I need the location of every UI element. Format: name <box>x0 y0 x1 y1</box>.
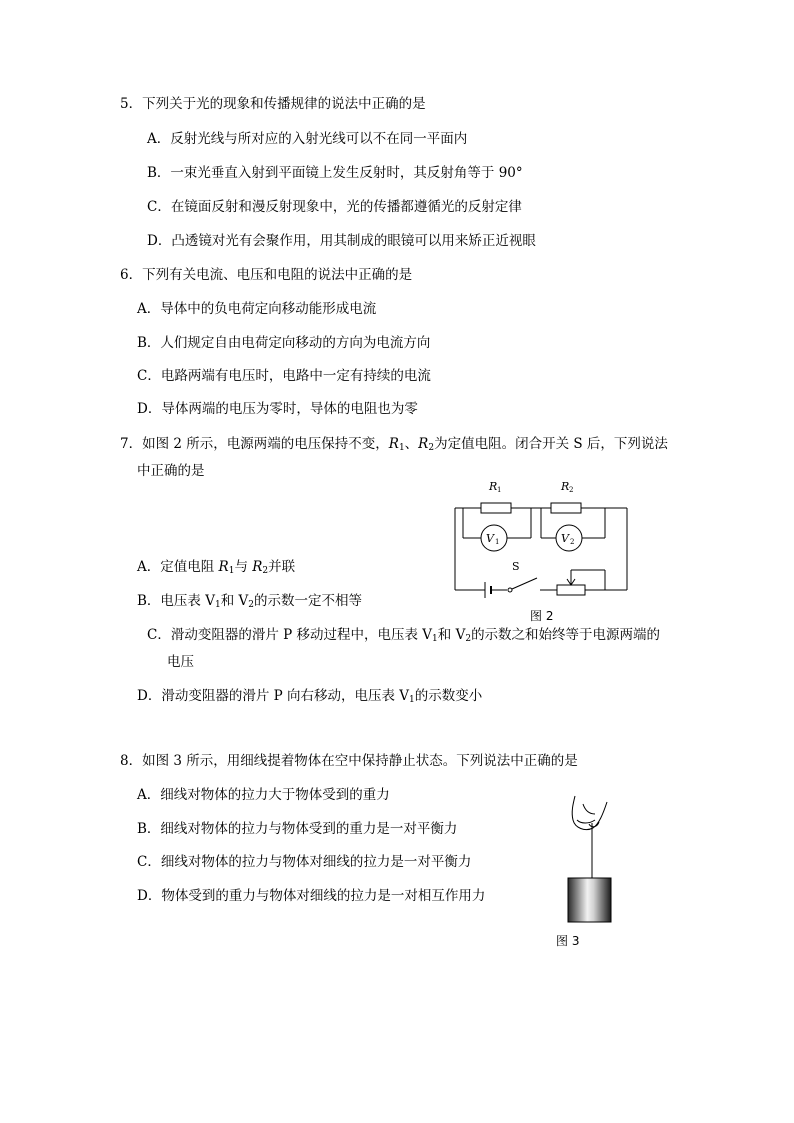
q6-option-c: C．电路两端有电压时，电路中一定有持续的电流 <box>137 368 431 384</box>
q6-option-d: D．导体两端的电压为零时，导体的电阻也为零 <box>137 401 418 417</box>
label-r1: R <box>489 480 498 493</box>
label-v1: V <box>486 532 494 545</box>
q8-option-c: C．细线对物体的拉力与物体对细线的拉力是一对平衡力 <box>137 854 472 870</box>
block <box>568 878 611 922</box>
resistor-r1 <box>481 503 511 513</box>
q7-option-a: A．定值电阻 $R_1$与 $R_2$并联 <box>137 559 296 576</box>
q5-option-c: C．在镜面反射和漫反射现象中，光的传播都遵循光的反射定律 <box>147 199 522 215</box>
q8-option-b: B．细线对物体的拉力与物体受到的重力是一对平衡力 <box>137 821 458 837</box>
q8-stem: 8．如图 3 所示，用细线提着物体在空中保持静止状态。下列说法中正确的是 <box>120 753 578 769</box>
q7-option-c: C．滑动变阻器的滑片 P 移动过程中，电压表 $V_1$和 $V_2$的示数之和始终等于电源两端的 <box>147 627 661 644</box>
q7-option-b: B．电压表 $V_1$和 $V_2$的示数一定不相等 <box>137 593 362 610</box>
figure-2-caption: 图 2 <box>530 609 554 623</box>
q5-option-a: A．反射光线与所对应的入射光线可以不在同一平面内 <box>147 131 468 147</box>
q7-stem-line2: 中正确的是 <box>137 463 205 479</box>
q5-option-d: D．凸透镜对光有会聚作用，用其制成的眼镜可以用来矫正近视眼 <box>147 233 536 249</box>
q5-stem: 5．下列关于光的现象和传播规律的说法中正确的是 <box>120 96 426 112</box>
label-v2: V <box>561 532 569 545</box>
circuit-diagram <box>445 470 635 600</box>
hanging-block-figure <box>555 790 625 930</box>
q8-option-a: A．细线对物体的拉力大于物体受到的重力 <box>137 787 390 803</box>
label-r2: R <box>561 480 570 493</box>
label-s: S <box>512 560 520 573</box>
q6-option-b: B．人们规定自由电荷定向移动的方向为电流方向 <box>137 335 431 351</box>
voltmeter-v1 <box>481 525 507 551</box>
voltmeter-v2 <box>556 525 582 551</box>
rheostat <box>557 585 585 595</box>
resistor-r2 <box>551 503 581 513</box>
q5-option-b: B．一束光垂直入射到平面镜上发生反射时，其反射角等于 90° <box>147 165 523 181</box>
figure-3-caption: 图 3 <box>556 934 580 948</box>
hand-icon <box>572 796 607 830</box>
switch-s <box>512 578 537 589</box>
label-r1-sub: 1 <box>497 486 502 494</box>
q7-option-d: D．滑动变阻器的滑片 P 向右移动，电压表 $V_1$的示数变小 <box>137 688 483 705</box>
q7-stem: 7．如图 2 所示，电源两端的电压保持不变，$R_1$、$R_2$为定值电阻。闭合开关 S 后，下列说法 <box>120 436 668 453</box>
q7-option-c-line2: 电压 <box>167 654 194 670</box>
switch-contact <box>508 588 512 592</box>
q6-stem: 6．下列有关电流、电压和电阻的说法中正确的是 <box>120 267 413 283</box>
q6-option-a: A．导体中的负电荷定向移动能形成电流 <box>137 301 377 317</box>
label-r2-sub: 2 <box>569 486 574 494</box>
label-v2-sub: 2 <box>570 538 575 546</box>
label-v1-sub: 1 <box>495 538 500 546</box>
q8-option-d: D．物体受到的重力与物体对细线的拉力是一对相互作用力 <box>137 888 486 904</box>
